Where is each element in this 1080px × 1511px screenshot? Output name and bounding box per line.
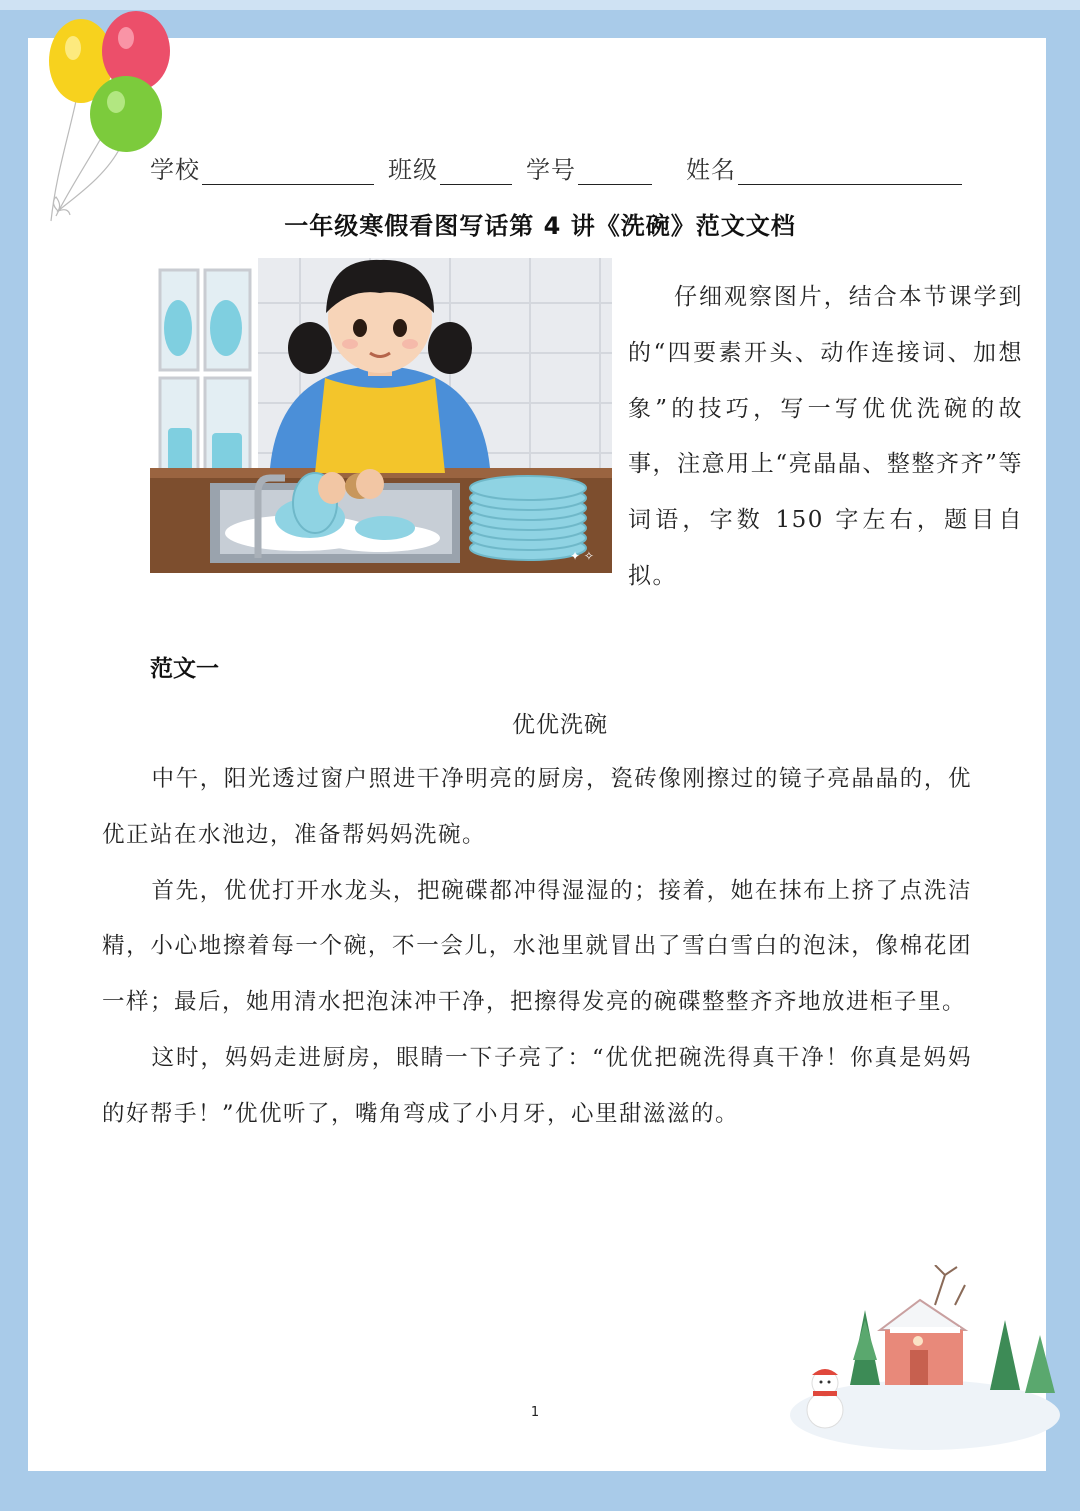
document-title: 一年级寒假看图写话第 4 讲《洗碗》范文文档 <box>284 212 796 240</box>
school-field[interactable] <box>150 150 374 185</box>
student-info-fields <box>150 150 980 190</box>
page-number: 1 <box>530 1405 540 1420</box>
number-label: 学号 <box>526 156 576 184</box>
writing-prompt <box>628 270 1023 605</box>
essay-paragraph: 首先，优优打开水龙头，把碗碟都冲得湿湿的；接着，她在抹布上挤了点洗洁精，小心地擦着每一个碗，不一会儿，水池里就冒出了雪白雪白的泡沫，像棉花团一样；最后，她用清水把泡沫冲干净，把擦得发亮的碗碟整整齐齐地放进柜子里。 <box>102 877 972 1016</box>
green-balloon-icon <box>90 76 162 152</box>
student-number-field[interactable] <box>526 150 652 185</box>
essay-paragraph: 这时，妈妈走进厨房，眼睛一下子亮了：“优优把碗洗得真干净！你真是妈妈的好帮手！”优优听了，嘴角弯成了小月牙，心里甜滋滋的。 <box>102 1044 972 1127</box>
svg-text:✦ ✧: ✦ ✧ <box>570 549 594 563</box>
balloons-decoration <box>36 6 186 236</box>
prompt-text: 仔细观察图片，结合本节课学到的“四要素开头、动作连接词、加想象”的技巧，写一写优优洗碗的故事，注意用上“亮晶晶、整整齐齐”等词语，字数 150 字左右，题目自拟。 <box>628 284 1023 589</box>
class-label: 班级 <box>388 156 438 184</box>
name-field[interactable] <box>686 150 962 185</box>
essay-paragraph: 中午，阳光透过窗户照进干净明亮的厨房，瓷砖像刚擦过的镜子亮晶晶的，优优正站在水池边，准备帮妈妈洗碗。 <box>102 766 972 848</box>
class-field[interactable] <box>388 150 512 185</box>
dishwashing-illustration <box>150 258 612 573</box>
sample-section-label: 范文一 <box>150 656 219 682</box>
essay-title: 优优洗碗 <box>512 712 608 738</box>
snowman-hat-icon <box>812 1369 838 1375</box>
essay-body <box>102 752 972 1143</box>
name-label: 姓名 <box>686 156 736 184</box>
school-label: 学校 <box>150 156 200 184</box>
winter-house-decoration <box>785 1265 1060 1450</box>
